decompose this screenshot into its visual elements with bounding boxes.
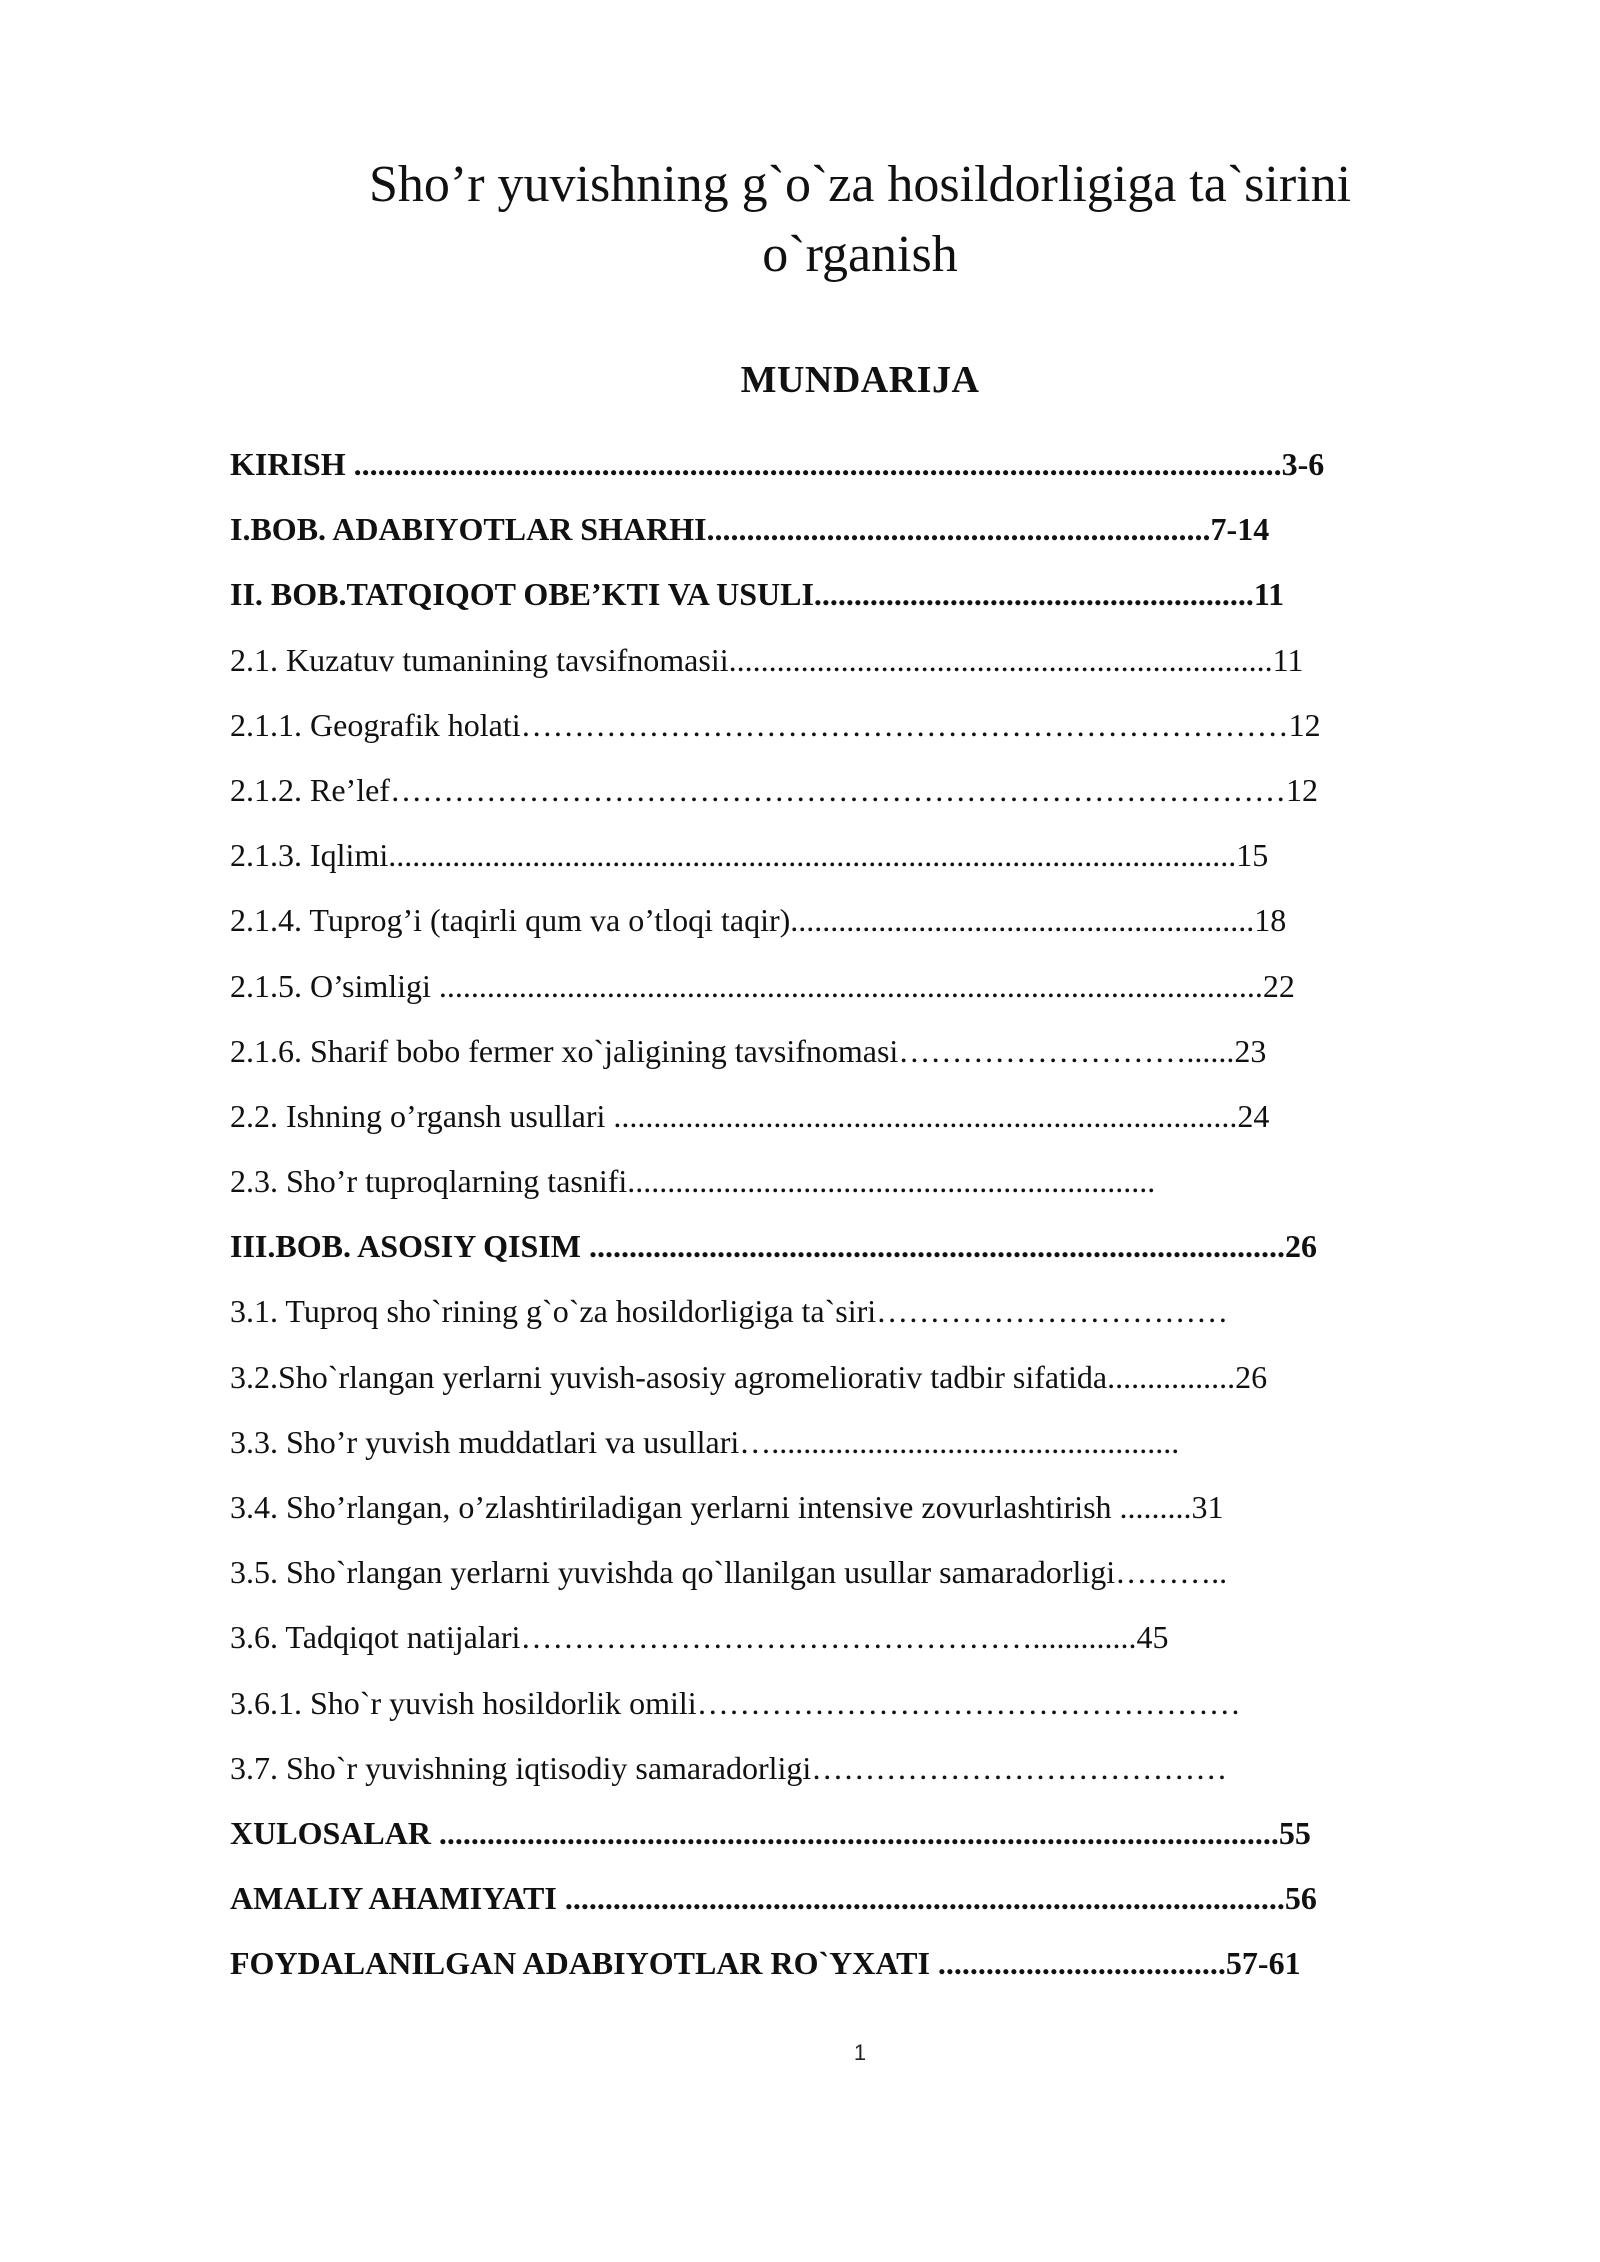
toc-entry: 3.6. Tadqiqot natijalari………………………………………….............45 <box>230 1619 1169 1656</box>
toc-entry: AMALIY AHAMIYATI ..........................................................................................56 <box>230 1880 1317 1917</box>
page-number: 1 <box>853 2040 867 2065</box>
toc-entry: 2.1.2. Re’lef…………………………………………………………………………12 <box>230 771 1318 808</box>
toc-entry: II. BOB.TATQIQOT OBE’KTI VA USULI.......................................................11 <box>230 576 1285 613</box>
toc-entry: 3.3. Sho’r yuvish muddatlari va usullari…................................................... <box>230 1423 1180 1460</box>
toc-entry: 2.1.6. Sharif bobo fermer xo`jaligining tavsifnomasi………………………......23 <box>230 1032 1267 1069</box>
toc-entry: KIRISH ....................................................................................................................3-6 <box>230 446 1325 482</box>
toc-entry: III.BOB. ASOSIY QISIM .......................................................................................26 <box>230 1228 1317 1265</box>
toc-entry: 2.1. Kuzatuv tumanining tavsifnomasii....................................................................11 <box>230 641 1304 678</box>
toc-heading: MUNDARIJA <box>740 359 980 401</box>
toc-entry: 3.1. Tuproq sho`rining g`o`za hosildorligiga ta`siri…………………………… <box>230 1293 1229 1330</box>
toc-entry: XULOSALAR .........................................................................................................55 <box>230 1814 1311 1851</box>
toc-entry: 2.1.4. Tuprog’i (taqirli qum va o’tloqi taqir)..........................................................18 <box>230 902 1287 939</box>
table-of-contents <box>230 432 1500 1997</box>
toc-entry: 2.1.5. O’simligi .......................................................................................................22 <box>230 967 1295 1004</box>
toc-entry: 3.4. Sho’rlangan, o’zlashtiriladigan yerlarni intensive zovurlashtirish .........31 <box>230 1489 1224 1525</box>
document-title-line-1: Sho’r yuvishning g`o`za hosildorligiga ta`sirini <box>368 156 1352 213</box>
toc-entry: 2.1.1. Geografik holati………………………………………………………………12 <box>230 706 1321 743</box>
toc-entry: I.BOB. ADABIYOTLAR SHARHI...............................................................7-14 <box>230 511 1270 548</box>
toc-entry: FOYDALANILGAN ADABIYOTLAR RO`YXATI ....................................57-61 <box>230 1945 1301 1982</box>
toc-entry: 2.2. Ishning o’rgansh usullari ..............................................................................24 <box>230 1097 1270 1134</box>
document-title-line-2: o`rganish <box>762 226 958 283</box>
toc-entry: 3.2.Sho`rlangan yerlarni yuvish-asosiy agromeliorativ tadbir sifatida................26 <box>230 1358 1268 1395</box>
toc-entry: 2.1.3. Iqlimi..........................................................................................................15 <box>230 837 1269 874</box>
toc-entry: 3.7. Sho`r yuvishning iqtisodiy samaradorligi………………………………… <box>230 1749 1228 1786</box>
toc-entry: 2.3. Sho’r tuproqlarning tasnifi.................................................................. <box>230 1163 1156 1200</box>
toc-entry: 3.5. Sho`rlangan yerlarni yuvishda qo`llanilgan usullar samaradorligi……….. <box>230 1554 1228 1591</box>
toc-entry: 3.6.1. Sho`r yuvish hosildorlik omili…………………………………………… <box>230 1684 1241 1721</box>
document-title <box>230 150 1490 290</box>
